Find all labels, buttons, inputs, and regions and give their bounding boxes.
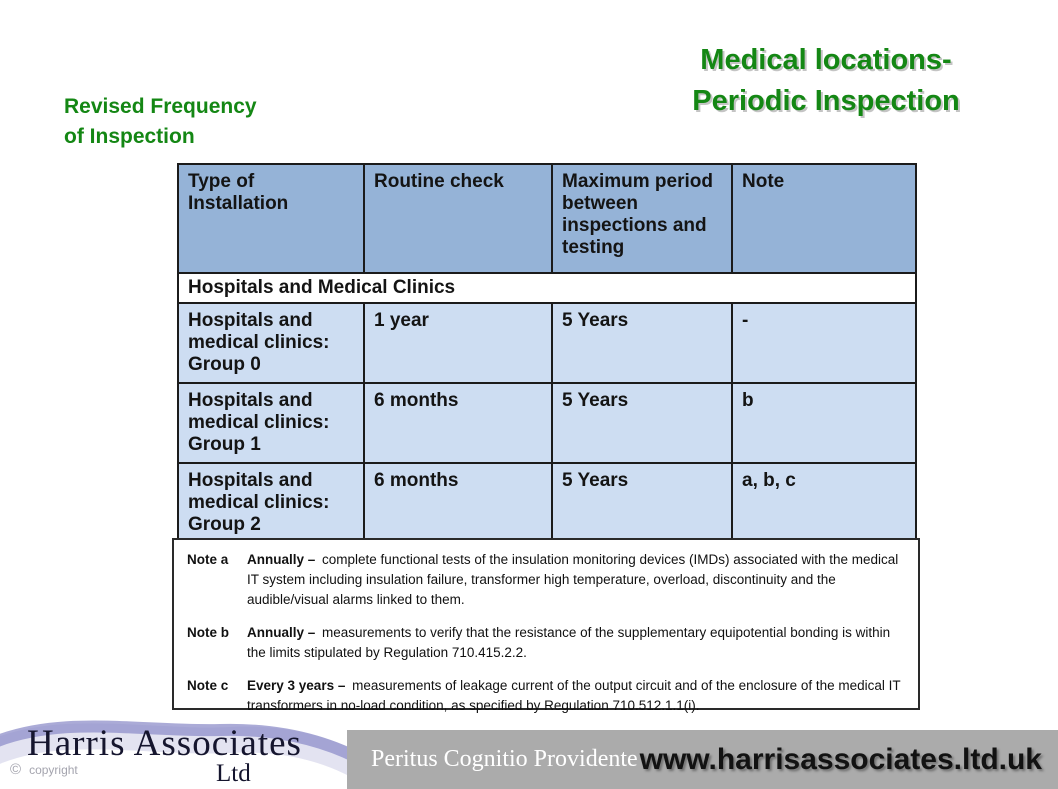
harris-associates-logo	[0, 708, 372, 789]
installation-cell: Hospitals and medical clinics: Group 1	[178, 383, 364, 463]
max-period-cell: 5 Years	[552, 463, 732, 543]
note-label: Note b	[187, 625, 229, 640]
table-row	[178, 303, 916, 383]
note-body	[247, 550, 906, 610]
page-title	[640, 40, 1012, 122]
inspection-frequency-table	[177, 163, 917, 544]
slide-subtitle-line1: Revised Frequency	[64, 95, 257, 118]
note-text: measurements of leakage current of the output circuit and of the enclosure of the medical IT transformers in no-load condition, as specified by Regulation 710.512.1.1(i).	[247, 678, 901, 713]
section-row-label: Hospitals and Medical Clinics	[178, 273, 916, 303]
table-row	[178, 383, 916, 463]
note-cell: a, b, c	[732, 463, 916, 543]
note-label: Note a	[187, 552, 229, 567]
company-motto: Peritus Cognitio Providente	[371, 746, 638, 772]
copyright-icon: ©	[10, 761, 22, 778]
table-section-row	[178, 273, 916, 303]
page-title-line2: Periodic Inspection	[692, 85, 960, 117]
table-header-row	[178, 164, 916, 273]
note-cell: -	[732, 303, 916, 383]
slide-subtitle	[64, 92, 257, 152]
note-label: Note c	[187, 678, 229, 693]
installation-cell: Hospitals and medical clinics: Group 2	[178, 463, 364, 543]
note-lead: Annually –	[247, 625, 316, 640]
note-text: complete functional tests of the insulation monitoring devices (IMDs) associated with the medical IT system including insulation failure, transformer high temperature, overload, discontinuity and the audible/visual alarms linked to them.	[247, 552, 899, 607]
installation-cell: Hospitals and medical clinics: Group 0	[178, 303, 364, 383]
note-lead: Annually –	[247, 552, 316, 567]
note-body	[247, 623, 906, 663]
table-row	[178, 463, 916, 543]
max-period-cell: 5 Years	[552, 383, 732, 463]
logo-company-name: Harris Associates	[27, 723, 302, 764]
note-item-b	[187, 623, 906, 663]
col-header-routine-check: Routine check	[364, 164, 552, 273]
routine-check-cell: 1 year	[364, 303, 552, 383]
copyright-label: copyright	[29, 762, 78, 777]
routine-check-cell: 6 months	[364, 383, 552, 463]
copyright-notice	[10, 762, 78, 777]
logo-ltd-suffix: Ltd	[216, 760, 251, 787]
page-title-line1: Medical locations-	[700, 44, 952, 76]
slide-subtitle-line2: of Inspection	[64, 125, 195, 148]
note-cell: b	[732, 383, 916, 463]
col-header-max-period: Maximum period between inspections and testing	[552, 164, 732, 273]
note-text: measurements to verify that the resistance of the supplementary equipotential bonding is within the limits stipulated by Regulation 710.415.2.2.	[247, 625, 891, 660]
note-item-a	[187, 550, 906, 610]
max-period-cell: 5 Years	[552, 303, 732, 383]
col-header-note: Note	[732, 164, 916, 273]
col-header-type-of-installation: Type of Installation	[178, 164, 364, 273]
notes-box	[172, 538, 920, 713]
routine-check-cell: 6 months	[364, 463, 552, 543]
note-lead: Every 3 years –	[247, 678, 346, 693]
website-url: www.harrisassociates.ltd.uk	[639, 742, 1042, 776]
footer-bar	[347, 730, 1058, 789]
